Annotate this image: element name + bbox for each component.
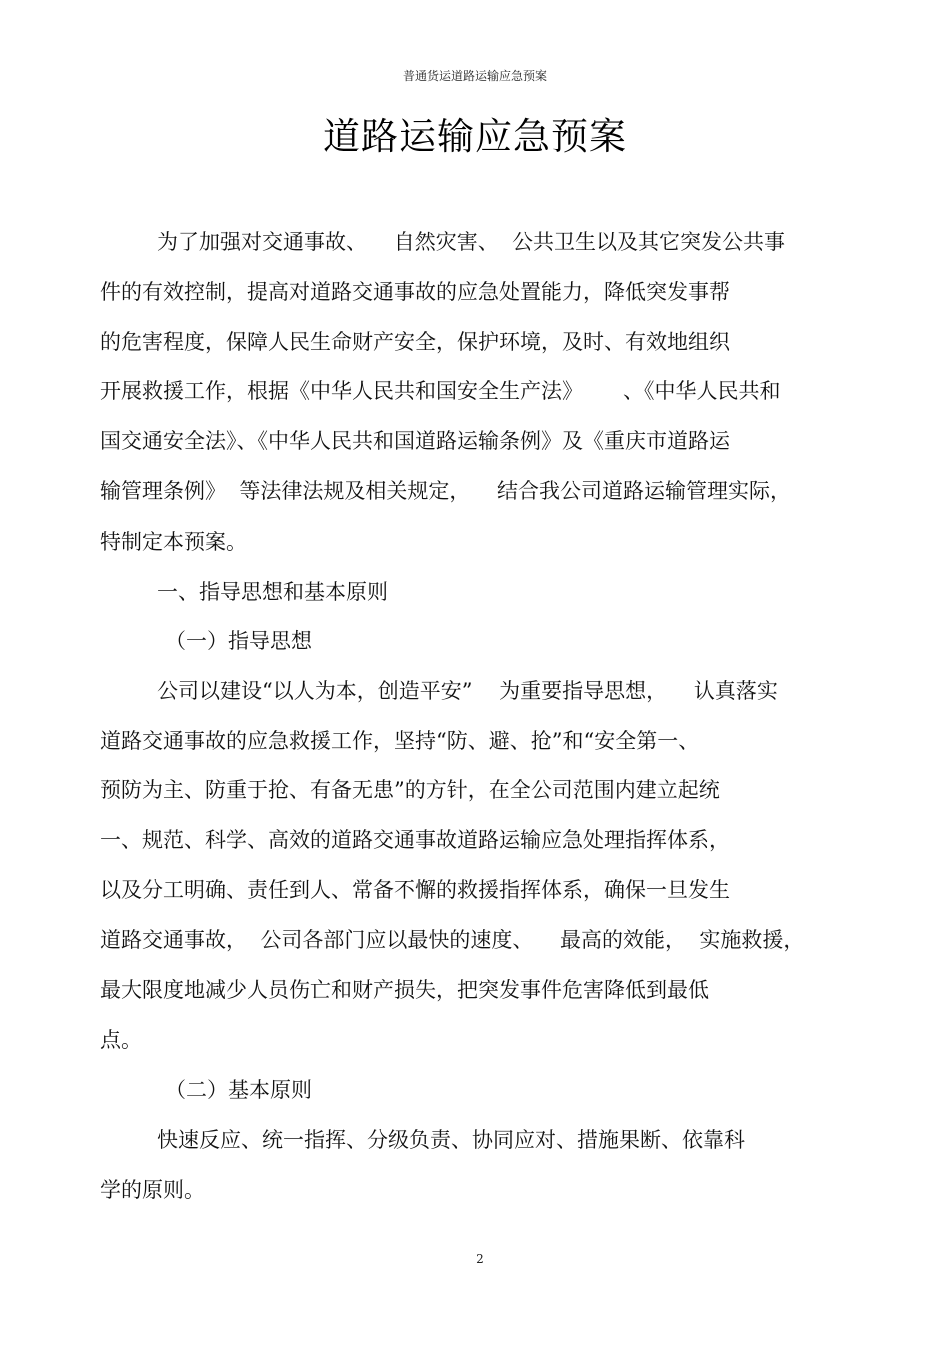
- paragraph-line: 公司以建设“以人为本，创造平安” 为重要指导思想， 认真落实: [157, 679, 778, 703]
- paragraph-line: 学的原则。: [100, 1178, 205, 1202]
- paragraph-line: 输管理条例》 等法律法规及相关规定， 结合我公司道路运输管理实际，: [100, 479, 792, 503]
- page-header: 普通货运道路运输应急预案: [402, 69, 547, 83]
- paragraph-line: 件的有效控制，提高对道路交通事故的应急处置能力，降低突发事帮: [100, 280, 730, 304]
- paragraph-line: 以及分工明确、责任到人、常备不懈的救援指挥体系，确保一旦发生: [100, 878, 730, 902]
- section-heading: 一、指导思想和基本原则: [157, 580, 388, 604]
- paragraph-line: 特制定本预案。: [100, 530, 247, 554]
- document-title: 道路运输应急预案: [323, 115, 627, 158]
- paragraph-line: 一、规范、科学、高效的道路交通事故道路运输应急处理指挥体系，: [100, 828, 730, 852]
- paragraph-line: 为了加强对交通事故、 自然灾害、 公共卫生以及其它突发公共事: [157, 230, 786, 254]
- paragraph-line: 的危害程度，保障人民生命财产安全，保护环境，及时、有效地组织: [100, 330, 730, 354]
- paragraph-line: 道路交通事故的应急救援工作，坚持“防、避、抢”和“安全第一、: [100, 729, 700, 753]
- paragraph-line: 快速反应、统一指挥、分级负责、协同应对、措施果断、依靠科: [157, 1128, 745, 1152]
- paragraph-line: 国交通安全法》、《中华人民共和国道路运输条例》及《重庆市道路运: [100, 429, 730, 453]
- subsection-heading: （二）基本原则: [165, 1078, 312, 1102]
- paragraph-line: 开展救援工作，根据《中华人民共和国安全生产法》 、《中华人民共和: [100, 379, 781, 403]
- subsection-heading: （一）指导思想: [165, 629, 312, 653]
- paragraph-line: 最大限度地减少人员伤亡和财产损失，把突发事件危害降低到最低: [100, 978, 709, 1002]
- page-number: 2: [476, 1252, 484, 1266]
- paragraph-line: 预防为主、防重于抢、有备无患”的方针，在全公司范围内建立起统: [100, 778, 720, 802]
- paragraph-line: 道路交通事故， 公司各部门应以最快的速度、 最高的效能， 实施救援，: [100, 928, 805, 952]
- paragraph-line: 点。: [100, 1028, 142, 1052]
